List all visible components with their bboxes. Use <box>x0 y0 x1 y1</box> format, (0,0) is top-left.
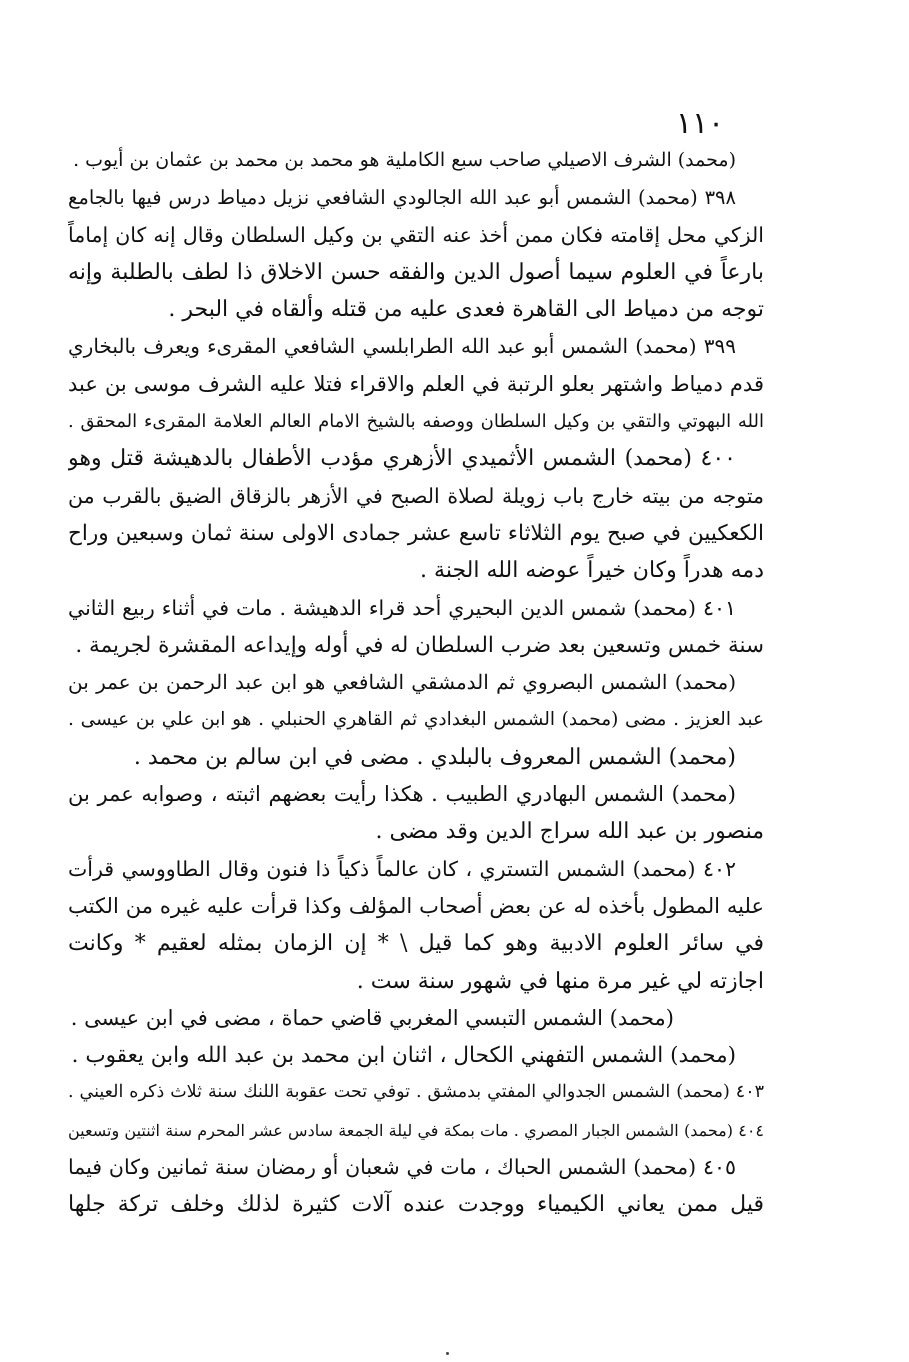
text-line: (محمد) الشمس البصروي ثم الدمشقي الشافعي هو ابن عبد الرحمن بن عمر بن <box>68 670 736 695</box>
print-speck <box>446 1352 449 1355</box>
page-text-block <box>68 142 764 1224</box>
text-line: قيل ممن يعاني الكيمياء ووجدت عنده آلات كثيرة لذلك وخلف تركة جلها <box>68 1192 764 1218</box>
text-line: ٤٠٥ (محمد) الشمس الحباك ، مات في شعبان أو رمضان سنة ثمانين وكان فيما <box>68 1155 736 1180</box>
text-line: (محمد) الشرف الاصيلي صاحب سبع الكاملية هو محمد بن محمد بن عثمان بن أيوب . <box>73 149 736 171</box>
text-line: (محمد) الشمس البهادري الطبيب . هكذا رأيت بعضهم اثبته ، وصوابه عمر بن <box>68 782 736 807</box>
text-line: الله البهوتي والتقي بن وكيل السلطان ووصفه بالشيخ الامام العالم العلامة المقرىء المحقق . <box>68 411 764 433</box>
text-line: ٤٠٢ (محمد) الشمس التستري ، كان عالماً ذكياً ذا فنون وقال الطاووسي قرأت <box>68 856 736 881</box>
text-line: (محمد) الشمس التبسي المغربي قاضي حماة ، مضى في ابن عيسى . <box>70 1005 674 1030</box>
text-line: توجه من دمياط الى القاهرة فعدى عليه من قتله وألقاه في البحر . <box>168 297 764 323</box>
text-line: ٤٠٤ (محمد) الشمس الجبار المصري . مات بمكة في ليلة الجمعة سادس عشر المحرم سنة اثنتين وتسعين <box>68 1120 764 1140</box>
text-line: الكعكيين في صبح يوم الثلاثاء تاسع عشر جمادى الاولى سنة ثمان وسبعين وراح <box>68 520 764 546</box>
text-line: (محمد) الشمس التفهني الكحال ، اثنان ابن محمد بن عبد الله وابن يعقوب . <box>71 1043 736 1069</box>
text-line: ٤٠١ (محمد) شمس الدين البحيري أحد قراء الدهيشة . مات في أثناء ربيع الثاني <box>68 595 736 620</box>
text-line: قدم دمياط واشتهر بعلو الرتبة في العلم والاقراء فتلا عليه الشرف موسى بن عبد <box>68 371 764 396</box>
text-line: ٣٩٩ (محمد) الشمس أبو عبد الله الطرابلسي الشافعي المقرىء ويعرف بالبخاري <box>68 334 736 359</box>
text-line: في سائر العلوم الادبية وهو كما قيل \ * إن الزمان بمثله لعقيم * وكانت <box>68 931 764 957</box>
text-line: سنة خمس وتسعين بعد ضرب السلطان له في أوله وإيداعه المقشرة لجريمة . <box>75 632 764 658</box>
page-number: ١١٠ <box>675 106 725 141</box>
text-line: ٣٩٨ (محمد) الشمس أبو عبد الله الجالودي الشافعي نزيل دمياط درس فيها بالجامع <box>68 186 736 210</box>
text-line: ٤٠٣ (محمد) الشمس الجدوالي المفتي بدمشق . توفي تحت عقوبة اللنك سنة ثلاث ذكره العيني . <box>68 1082 764 1103</box>
text-line: عليه المطول بأخذه له عن بعض أصحاب المؤلف وكذا قرأت عليه غيره من الكتب <box>68 893 764 918</box>
text-line: اجازته لي غير مرة منها في شهور سنة ست . <box>356 968 764 994</box>
text-line: عبد العزيز . مضى (محمد) الشمس البغدادي ثم القاهري الحنبلي . هو ابن علي بن عيسى . <box>68 709 764 731</box>
text-line: منصور بن عبد الله سراج الدين وقد مضى . <box>375 819 764 845</box>
text-line: متوجه من بيته خارج باب زويلة لصلاة الصبح في الأزهر بالزقاق الضيق بالقرب من <box>68 483 764 508</box>
text-line: (محمد) الشمس المعروف بالبلدي . مضى في ابن سالم بن محمد . <box>133 744 736 770</box>
text-line: الزكي محل إقامته فكان ممن أخذ عنه التقي بن وكيل السلطان وقال إنه كان إماماً <box>68 222 764 247</box>
text-line: دمه هدراً وكان خيراً عوضه الله الجنة . <box>420 558 764 584</box>
text-line: ٤٠٠ (محمد) الشمس الأثميدي الأزهري مؤدب الأطفال بالدهيشة قتل وهو <box>68 446 736 472</box>
text-line: بارعاً في العلوم سيما أصول الدين والفقه حسن الاخلاق ذا لطف بالطلبة وإنه <box>68 259 764 285</box>
